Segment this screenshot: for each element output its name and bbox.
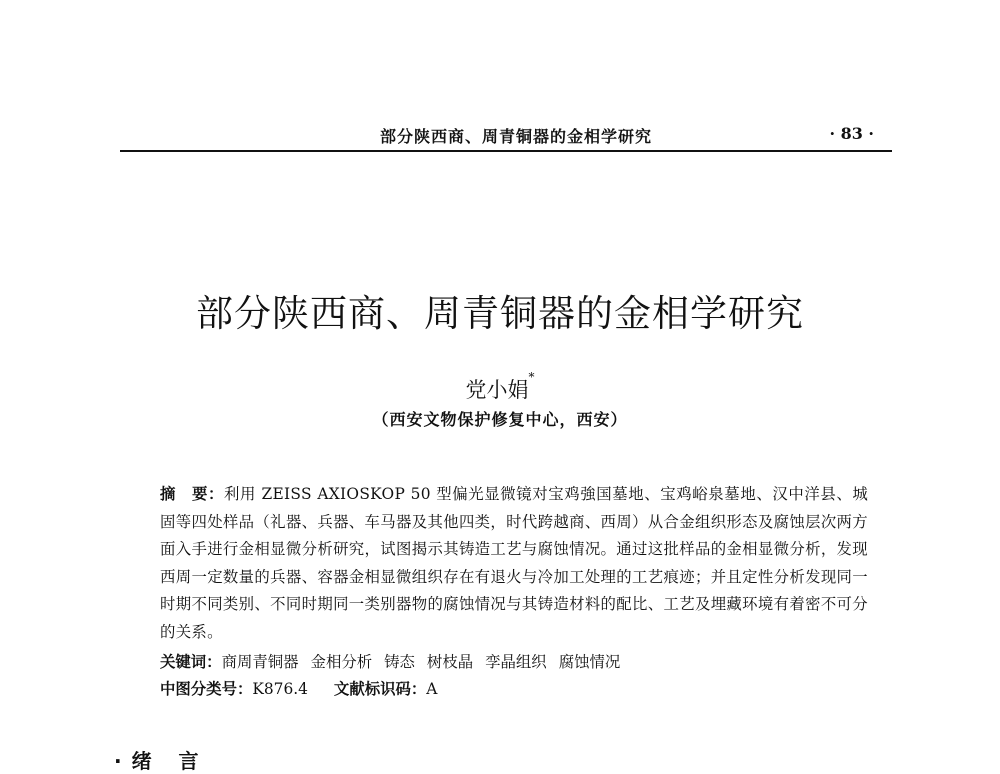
abstract-label: 摘 要： [160,485,225,503]
abstract-text: 利用 ZEISS AXIOSKOP 50 型偏光显微镜对宝鸡強国墓地、宝鸡峪泉墓地、汉中洋县、城固等四处样品（礼器、兵器、车马器及其他四类，时代跨越商、西周）从合金组织形态及腐蚀层次两方面入手进行金相显微分析研究，试图揭示其铸造工艺与腐蚀情况。通过这批样品的金相显微分析，发现西周一定数量的兵器、容器金相显微组织存在有退火与冷加工处理的工艺痕迹；并且定性分析发现同一时期不同类别、不同时期同一类别器物的腐蚀情况与其铸造材料的配比、工艺及埋藏环境有着密不可分的关系。 [160,485,869,641]
abstract [160,481,868,646]
author-line [0,370,1000,404]
clc-value: K876.4 [252,680,308,698]
classification-line [160,677,868,699]
keyword: 铸态 [384,653,415,671]
keyword: 孪晶组织 [485,653,547,671]
running-title: 部分陕西商、周青铜器的金相学研究 [380,127,653,146]
article-title: 部分陕西商、周青铜器的金相学研究 [196,292,804,335]
keywords [160,650,868,672]
clc-label: 中图分类号： [160,680,253,698]
doc-code-label: 文献标识码： [333,680,427,698]
doc-code-value: A [426,680,438,698]
keywords-label: 关键词： [160,653,222,671]
keyword: 树枝晶 [426,653,474,671]
keyword: 腐蚀情况 [558,653,621,671]
running-header [120,108,892,152]
author-name: 党小娟 [465,378,529,402]
keyword: 商周青铜器 [221,653,299,671]
author-affiliation: （西安文物保护修复中心，西安） [372,410,628,429]
section-heading: ·绪 言 [114,749,209,773]
page-number: · 83 · [829,124,874,143]
keyword: 金相分析 [310,653,373,671]
author-footnote-mark: * [528,370,535,384]
